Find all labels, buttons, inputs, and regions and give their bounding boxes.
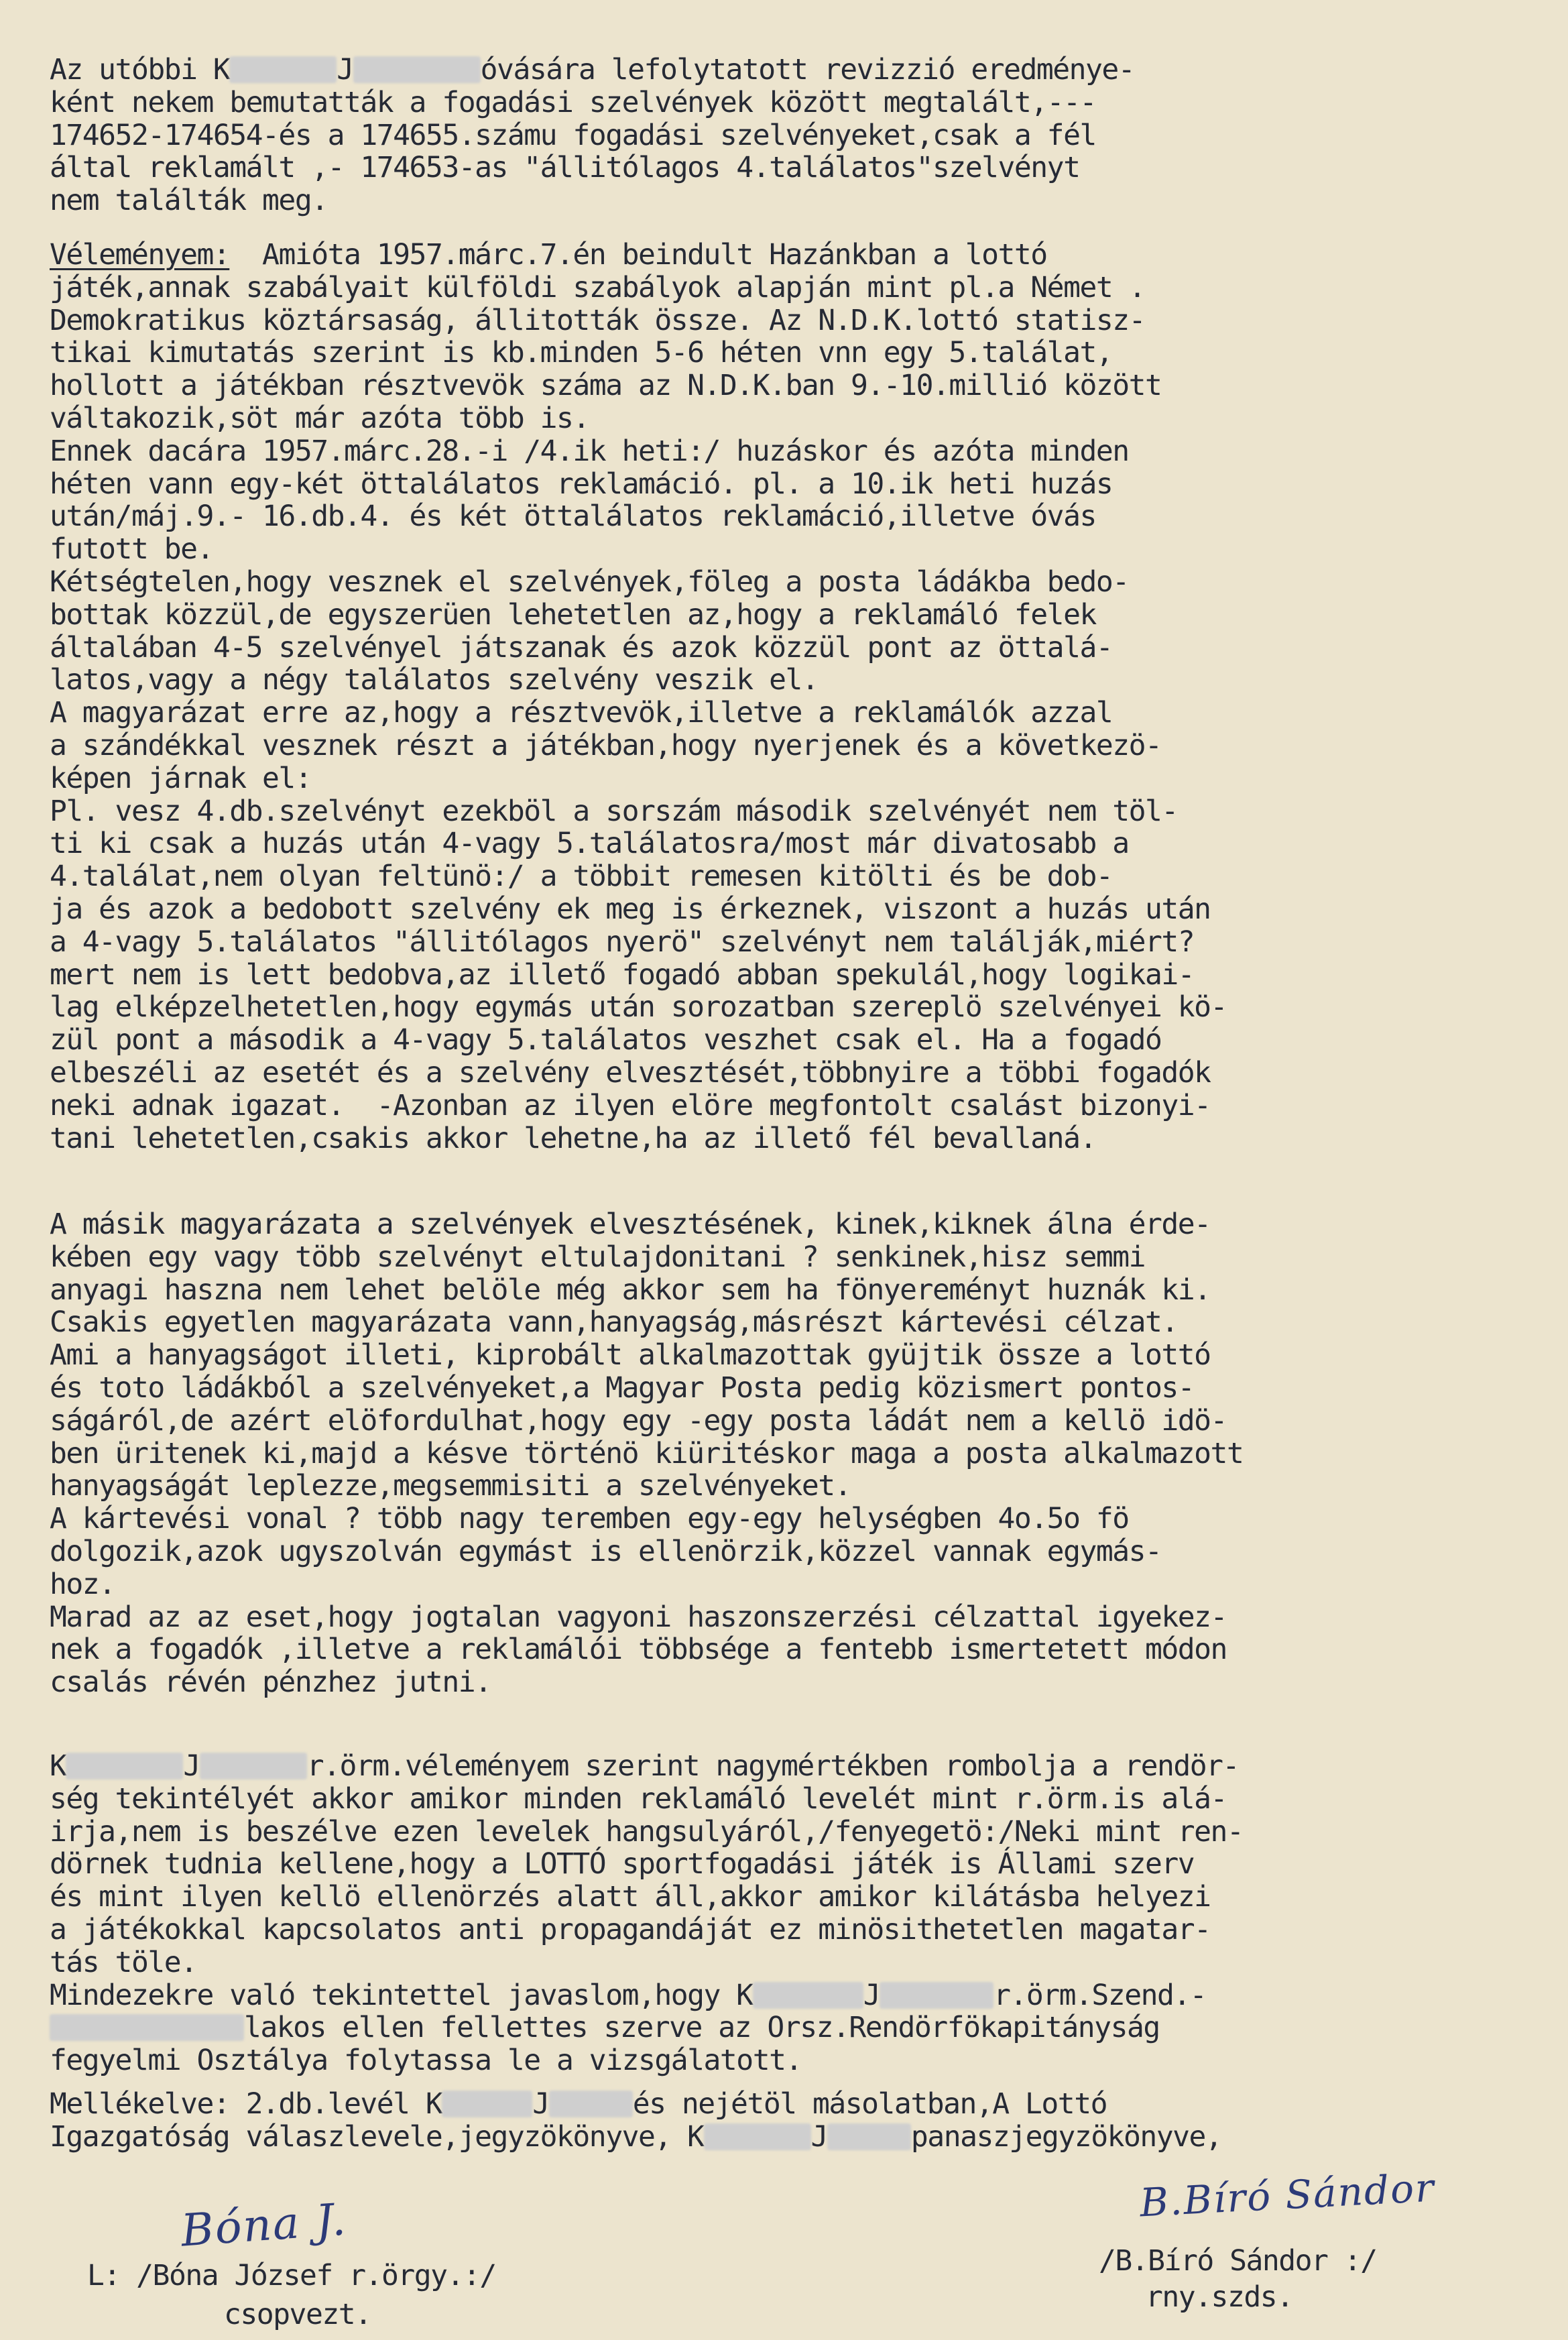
text-line: futott be.: [50, 532, 213, 567]
text-line: váltakozik,söt már azóta több is.: [50, 402, 589, 435]
text-line: 174652-174654-és a 174655.számu fogadási szelvényeket,csak a fél: [50, 118, 1096, 152]
text-line: a szándékkal vesznek részt a játékban,hogy nyerjenek és a következö-: [50, 729, 1162, 762]
text-line: A magyarázat erre az,hogy a résztvevök,illetve a reklamálók azzal: [50, 696, 1113, 730]
text-line: a játékokkal kapcsolatos anti propagandáját ez minösithetetlen magatar-: [50, 1913, 1211, 1946]
text-line: lakos ellen fellettes szerve az Orsz.Rendörfökapitányság: [50, 2011, 1160, 2044]
text-line: dolgozik,azok ugyszolván egymást is ellenörzik,közzel vannak egymás-: [50, 1535, 1162, 1568]
text-line: a 4-vagy 5.találatos "állitólagos nyerö" szelvényt nem találják,miért?: [50, 925, 1195, 959]
left-signature-rank: csopvezt.: [224, 2298, 371, 2331]
text-line: hollott a játékban résztvevök száma az N.D.K.ban 9.-10.millió között: [50, 369, 1162, 403]
text-line: ség tekintélyét akkor amikor minden reklamáló levelét mint r.örm.is alá-: [50, 1781, 1227, 1816]
text-line: Ami a hanyagságot illeti, kiprobált alkalmazottak gyüjtik össze a lottó: [50, 1338, 1211, 1372]
text-line: Ennek dacára 1957.márc.28.-i /4.ik heti:/ huzáskor és azóta minden: [50, 434, 1129, 468]
text-line: kében egy vagy több szelvényt eltulajdonitani ? senkinek,hisz semmi: [50, 1240, 1146, 1274]
text-line: irja,nem is beszélve ezen levelek hangsulyáról,/fenyegetö:/Neki mint ren-: [50, 1814, 1244, 1849]
text-line: és mint ilyen kellö ellenörzés alatt áll,akkor amikor kilátásba helyezi: [50, 1880, 1211, 1914]
text-line: hoz.: [50, 1567, 115, 1601]
right-signature-rank: rny.szds.: [1146, 2280, 1293, 2314]
text-line: dörnek tudnia kellene,hogy a LOTTÓ sportfogadási játék is Állami szerv: [50, 1847, 1195, 1881]
text-line: Demokratikus köztársaság, állitották össze. Az N.D.K.lottó statisz-: [50, 303, 1146, 337]
text-line: ként nekem bemutatták a fogadási szelvények között megtalált,---: [50, 85, 1096, 119]
text-line: Véleményem: Amióta 1957.márc.7.én beindult Hazánkban a lottó: [50, 238, 1047, 272]
redaction-block: [50, 2014, 244, 2041]
redaction-block: [229, 56, 337, 83]
redaction-block: [880, 1982, 993, 2009]
text-line: K J r.örm.véleményem szerint nagymértékben rombolja a rendör-: [50, 1749, 1239, 1783]
text-line: ságáról,de azért elöfordulhat,hogy egy -egy posta ládát nem a kellö idö-: [50, 1403, 1227, 1438]
text-line: csalás révén pénzhez jutni.: [50, 1665, 491, 1700]
text-line: ben üritenek ki,majd a késve történö kiüritéskor maga a posta alkalmazott: [50, 1436, 1244, 1470]
text-line: Csakis egyetlen magyarázata vann,hanyagság,másrészt kártevési célzat.: [50, 1305, 1178, 1340]
text-line: Igazgatóság válaszlevele,jegyzökönyve, K J panaszjegyzökönyve,: [50, 2119, 1222, 2154]
text-line: anyagi haszna nem lehet belöle még akkor sem ha fönyereményt huznák ki.: [50, 1273, 1211, 1307]
text-line: tás töle.: [50, 1945, 197, 1979]
text-line: latos,vagy a négy találatos szelvény veszik el.: [50, 663, 819, 697]
redaction-block: [753, 1982, 863, 2009]
text-line: ja és azok a bedobott szelvény ek meg is érkeznek, viszont a huzás után: [50, 892, 1211, 926]
text-line: A másik magyarázata a szelvények elvesztésének, kinek,kiknek álna érde-: [50, 1208, 1211, 1241]
text-line: Kétségtelen,hogy vesznek el szelvények,föleg a posta ládákba bedo-: [50, 565, 1129, 599]
text-line: után/máj.9.- 16.db.4. és két öttalálatos reklamáció,illetve óvás: [50, 500, 1096, 534]
text-line: Mellékelve: 2.db.levél K J és nejétöl másolatban,A Lottó: [50, 2087, 1107, 2121]
left-signature: Bóna J.: [179, 2193, 349, 2257]
text-line: és toto ládákból a szelvényeket,a Magyar Posta pedig közismert pontos-: [50, 1371, 1195, 1405]
text-line: ti ki csak a huzás után 4-vagy 5.találatosra/most már divatosabb a: [50, 827, 1129, 861]
redaction-block: [827, 2123, 911, 2150]
text-line: lag elképzelhetetlen,hogy egymás után sorozatban szereplö szelvényei kö-: [50, 990, 1227, 1025]
text-line: képen járnak el:: [50, 761, 312, 795]
redaction-block: [200, 1753, 307, 1779]
text-line: nek a fogadók ,illetve a reklamálói többsége a fentebb ismertetett módon: [50, 1633, 1227, 1667]
text-line: tikai kimutatás szerint is kb.minden 5-6 héten vnn egy 5.találat,: [50, 336, 1113, 370]
text-line: hanyagságát leplezze,megsemmisiti a szelvényeket.: [50, 1469, 851, 1503]
text-line: általában 4-5 szelvényel játszanak és azok közzül pont az öttalá-: [50, 630, 1113, 664]
text-line: zül pont a második a 4-vagy 5.találatos veszhet csak el. Ha a fogadó: [50, 1023, 1162, 1057]
text-line: héten vann egy-két öttalálatos reklamáció. pl. a 10.ik heti huzás: [50, 467, 1113, 501]
text-line: Mindezekre való tekintettel javaslom,hogy K J r.örm.Szend.-: [50, 1978, 1207, 2012]
text-line: játék,annak szabályait külföldi szabályok alapján mint pl.a Német .: [50, 270, 1146, 304]
text-line: nem találták meg.: [50, 184, 328, 218]
text-line: elbeszéli az esetét és a szelvény elvesztését,többnyire a többi fogadók: [50, 1056, 1211, 1090]
left-signature-name: L: /Bóna József r.örgy.:/: [87, 2259, 496, 2292]
text-line: fegyelmi Osztálya folytassa le a vizsgálatott.: [50, 2044, 802, 2078]
text-line: által reklamált ,- 174653-as "állitólagos 4.találatos"szelvényt: [50, 151, 1080, 185]
right-signature: B.Bíró Sándor: [1138, 2164, 1437, 2226]
right-signature-name: /B.Bíró Sándor :/: [1099, 2244, 1377, 2278]
text-line: A kártevési vonal ? több nagy teremben egy-egy helységben 4o.5o fö: [50, 1502, 1129, 1536]
text-line: mert nem is lett bedobva,az illető fogadó abban spekulál,hogy logikai-: [50, 957, 1195, 992]
text-line: Az utóbbi K J óvására lefolytatott revizzió eredménye-: [50, 53, 1135, 86]
redaction-block: [704, 2123, 811, 2150]
redaction-block: [549, 2091, 633, 2117]
redaction-block: [353, 56, 481, 83]
text-line: 4.találat,nem olyan feltünö:/ a többit remesen kitölti és be dob-: [50, 860, 1113, 894]
redaction-block: [442, 2091, 532, 2117]
text-line: Marad az az eset,hogy jogtalan vagyoni haszonszerzési célzattal igyekez-: [50, 1600, 1227, 1634]
text-line: neki adnak igazat. -Azonban az ilyen elöre megfontolt csalást bizonyi-: [50, 1088, 1211, 1122]
text-line: tani lehetetlen,csakis akkor lehetne,ha az illető fél bevallaná.: [50, 1121, 1096, 1155]
redaction-block: [66, 1753, 183, 1779]
text-line: bottak közzül,de egyszerüen lehetetlen az,hogy a reklamáló felek: [50, 597, 1096, 632]
text-line: Pl. vesz 4.db.szelvényt ezekböl a sorszám második szelvényét nem töl-: [50, 794, 1178, 828]
